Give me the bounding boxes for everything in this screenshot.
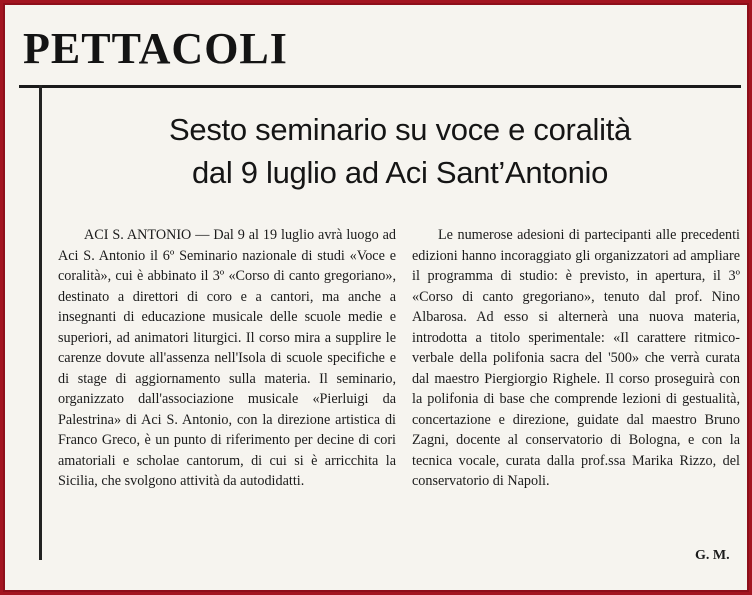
article-column-right bbox=[412, 225, 740, 492]
clipping-frame bbox=[3, 3, 749, 592]
section-title: PETTACOLI bbox=[23, 24, 288, 73]
article-headline bbox=[85, 108, 715, 194]
author-signature: G. M. bbox=[695, 548, 730, 563]
article-paragraph-2: Le numerose adesioni di partecipanti alle precedenti edizioni hanno incoraggiato gli organizzatori ad ampliare il programma di studio: è previsto, in apertura, il 3º «Corso di canto gregoriano», tenuto dal prof. Nino Albarosa. Ad esso si alternerà una nuova materia, introdotta a titolo sperimentale: «Il carattere ritmico-verbale della polifonia sacra del '500» che verrà curata dal maestro Piergiorgio Righele. Il corso proseguirà con la polifonia di base che comprende lezioni di gestualità, concertazione e direzione, guidate dal maestro Bruno Zagni, docente al conservatorio di Bologna, e con la tecnica vocale, curata dalla prof.ssa Marika Rizzo, del conservatorio di Napoli. bbox=[412, 227, 740, 489]
headline-line-2: dal 9 luglio ad Aci Sant’Antonio bbox=[191, 155, 609, 190]
article-column-left bbox=[58, 225, 396, 492]
section-rule bbox=[19, 85, 741, 88]
article-paragraph-1: ACI S. ANTONIO — Dal 9 al 19 luglio avrà luogo ad Aci S. Antonio il 6º Seminario nazionale di studi «Voce e coralità», cui è abbinato il 3º «Corso di canto gregoriano», destinato a direttori di coro e a cantori, ma anche a insegnanti di educazione musicale delle scuole medie e superiori, ad animatori liturgici. Il corso mira a supplire le carenze dovute all'assenza nell'Isola di scuole specifiche e di stage di aggiornamento sulla materia. Il seminario, organizzato dall'associazione musicale «Pierluigi da Palestrina» di Aci S. Antonio, con la direzione artistica di Franco Greco, è un punto di riferimento per decine di cori amatoriali e scholae cantorum, di cui si è arricchita la Sicilia, che svolgono attività da autodidatti. bbox=[58, 227, 396, 489]
column-rule bbox=[39, 85, 42, 560]
headline-line-1: Sesto seminario su voce e coralità bbox=[169, 112, 631, 147]
